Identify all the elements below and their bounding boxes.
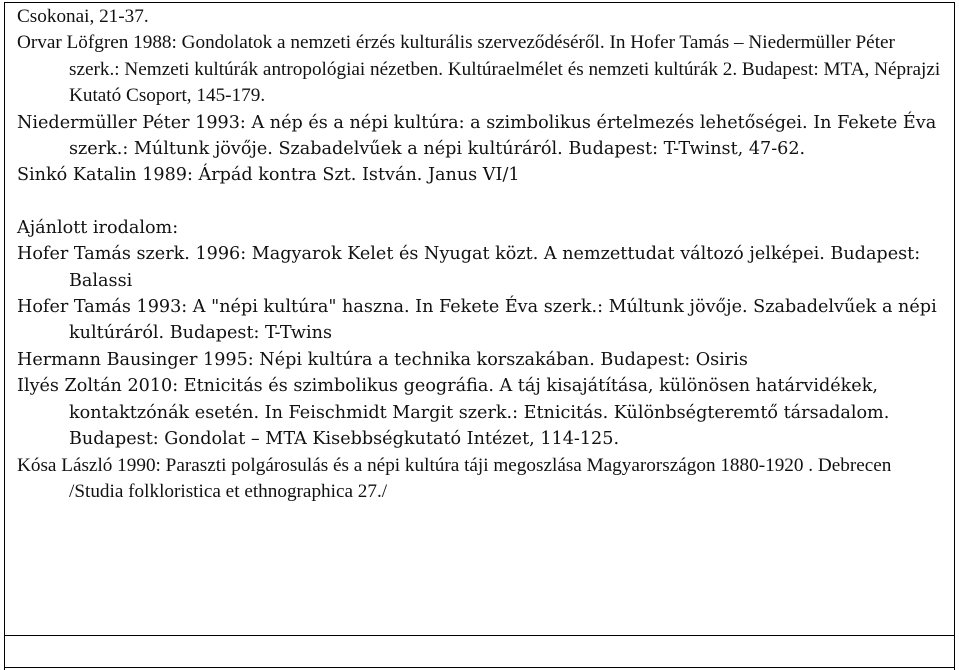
recommended-entry: Hermann Bausinger 1995: Népi kultúra a technika korszakában. Budapest: Osiris (17, 349, 748, 370)
reference-entry: Orvar Löfgren 1988: Gondolatok a nemzeti érzés kulturális szerveződéséről. In Hofer Tamás – Niedermüller Péter szerk.: Nemzeti kultúrák antropológiai nézetben. Kultúraelmélet és nemzeti kultúrák 2. Budapest: MTA, Néprajzi Kutató Csoport, 145-179. (17, 32, 941, 107)
recommended-reading-heading: Ajánlott irodalom: (17, 217, 179, 238)
reference-entry: Niedermüller Péter 1993: A nép és a népi kultúra: a szimbolikus értelmezés lehetőségei. In Fekete Éva szerk.: Múltunk jövője. Szabadelvűek a népi kultúráról. Budapest: T-Twinst, 47-62. (17, 112, 937, 160)
reference-list (17, 4, 947, 505)
recommended-entry: Ilyés Zoltán 2010: Etnicitás és szimbolikus geográfia. A táj kisajátítása, különösen határvidékek, kontaktzónák esetén. In Feischmidt Margit szerk.: Etnicitás. Különbségteremtő társadalom. Budapest: Gondolat – MTA Kisebbségkutató Intézet, 114-125. (17, 376, 890, 450)
frame-right-border (954, 2, 955, 670)
reference-entry: Sinkó Katalin 1989: Árpád kontra Szt. István. Janus VI/1 (17, 165, 520, 186)
recommended-entry: Kósa László 1990: Paraszti polgárosulás és a népi kultúra táji megoszlása Magyarországon 1880-1920 . Debrecen /Studia folkloristica et ethnographica 27./ (17, 454, 892, 502)
section-gap (17, 189, 947, 215)
frame-top-border (4, 2, 955, 3)
recommended-entry: Hofer Tamás szerk. 1996: Magyarok Kelet és Nyugat közt. A nemzettudat változó jelképei. Budapest: Balassi (17, 244, 921, 291)
reference-entry: Csokonai, 21-37. (17, 6, 149, 27)
table-row-border (4, 667, 955, 668)
table-row-border (4, 635, 955, 636)
frame-left-border (4, 2, 5, 670)
recommended-entry: Hofer Tamás 1993: A "népi kultúra" haszna. In Fekete Éva szerk.: Múltunk jövője. Szabadelvűek a népi kultúráról. Budapest: T-Twins (17, 297, 937, 344)
